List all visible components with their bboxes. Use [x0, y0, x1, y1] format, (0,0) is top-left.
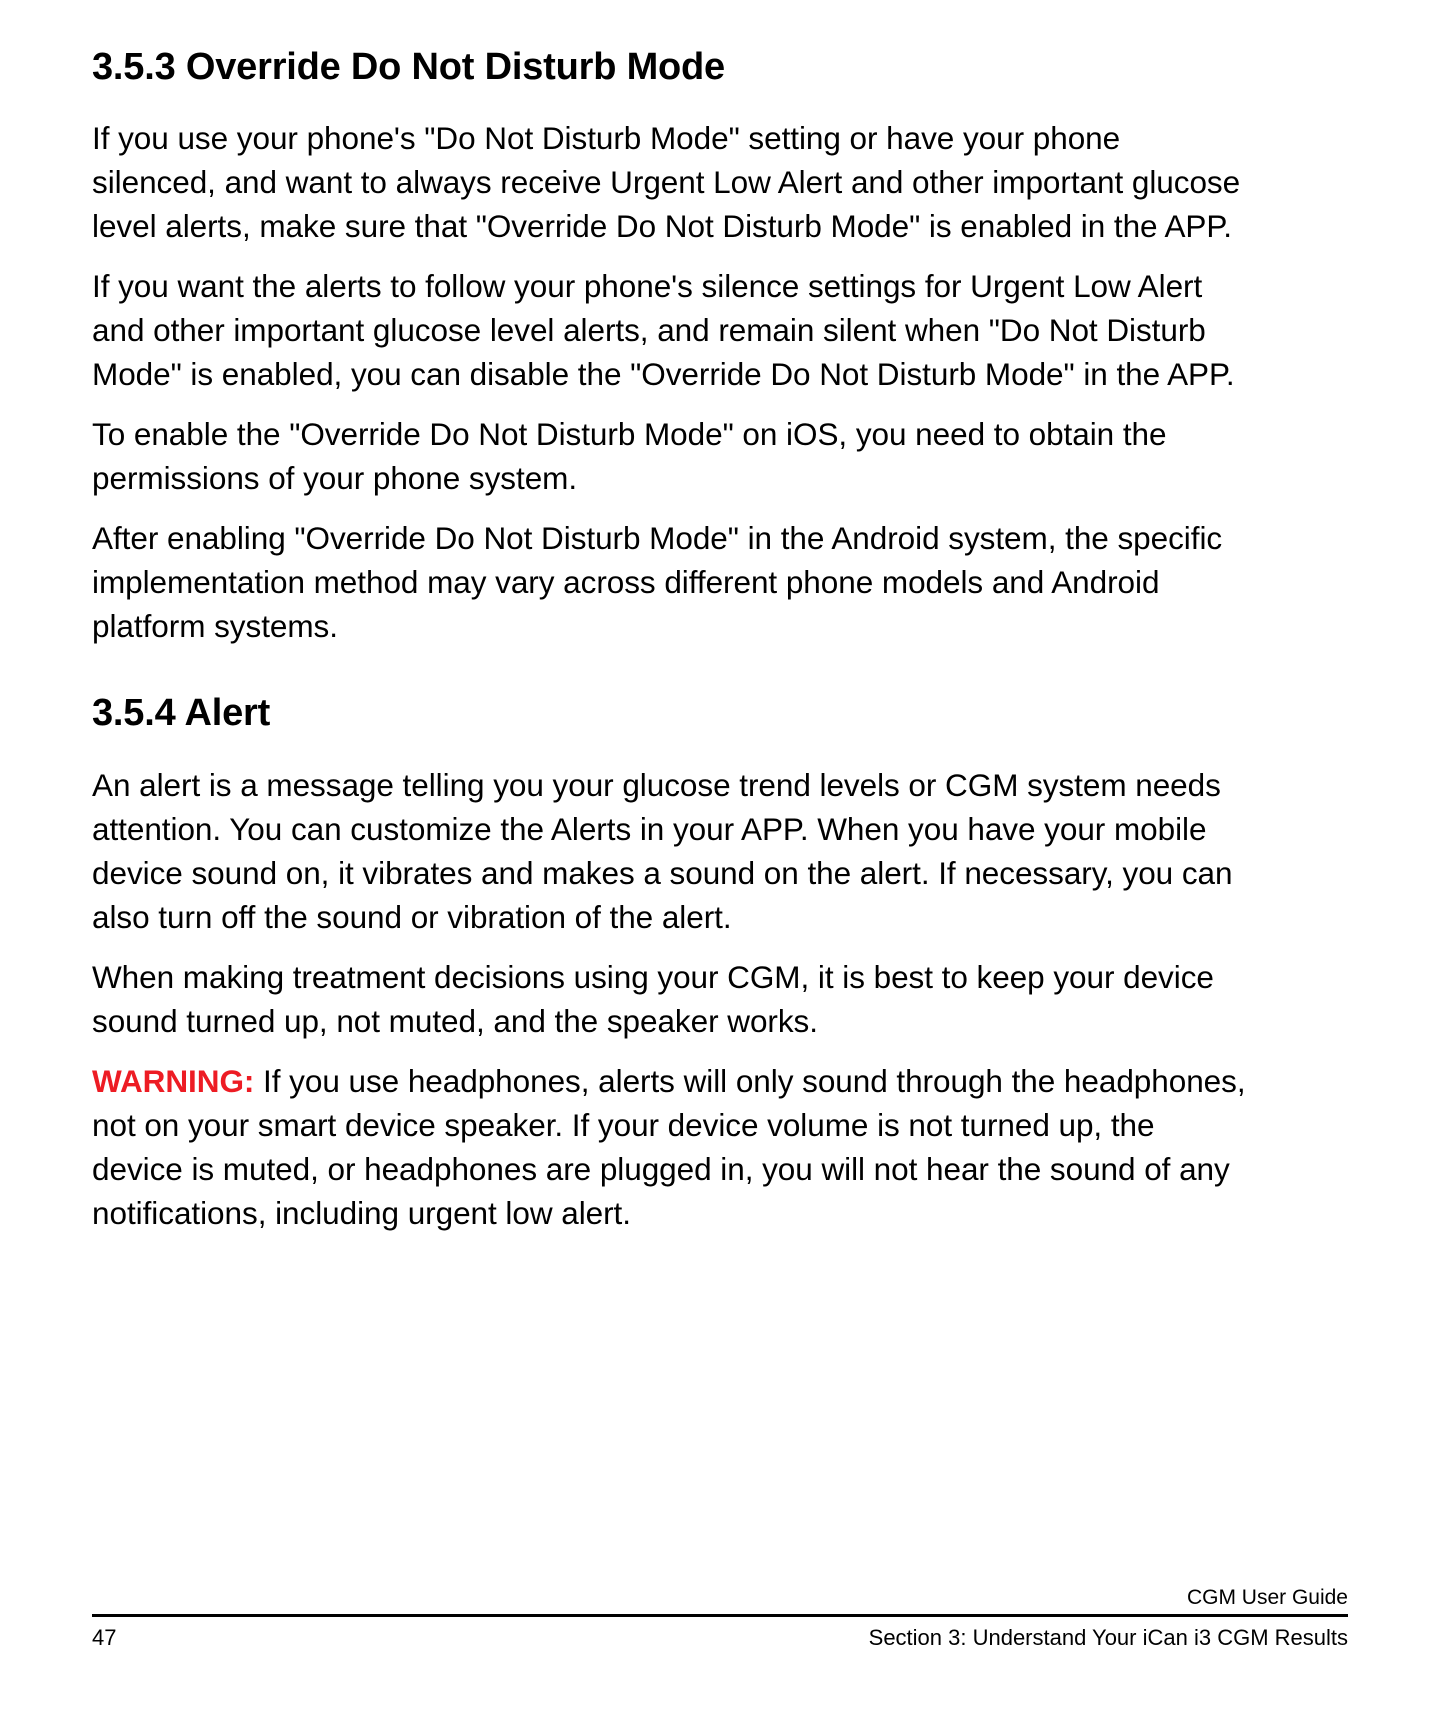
- paragraph-warning-headphones: [92, 1059, 1252, 1235]
- page-footer: [92, 1585, 1348, 1653]
- paragraph-alert-definition: An alert is a message telling you your glucose trend levels or CGM system needs attention. You can customize the Alerts in your APP. When you have your mobile device sound on, it vibrates and makes a sound on the alert. If necessary, you can also turn off the sound or vibration of the alert.: [92, 767, 1233, 936]
- paragraph-ios-permissions: To enable the "Override Do Not Disturb Mode" on iOS, you need to obtain the permissions of your phone system.: [92, 415, 1167, 496]
- page-number: 47: [92, 1625, 117, 1650]
- paragraph-android-variation: After enabling "Override Do Not Disturb Mode" in the Android system, the specific implementation method may vary across different phone models and Android platform systems.: [92, 519, 1223, 644]
- paragraph-treatment-decisions: When making treatment decisions using your CGM, it is best to keep your device sound turned up, not muted, and the speaker works.: [92, 959, 1214, 1040]
- warning-label: WARNING:: [92, 1063, 255, 1100]
- footer-divider: [92, 1614, 1348, 1617]
- warning-text: If you use headphones, alerts will only sound through the headphones, not on your smart device speaker. If your device volume is not turned up, the device is muted, or headphones are plugged in, you will not hear the sound of any notifications, including urgent low alert.: [92, 1063, 1246, 1232]
- paragraph-dnd-disable: If you want the alerts to follow your phone's silence settings for Urgent Low Alert and other important glucose level alerts, and remain silent when "Do Not Disturb Mode" is enabled, you can disable the "Override Do Not Disturb Mode" in the APP.: [92, 267, 1235, 392]
- section-heading-354: 3.5.4 Alert: [92, 691, 271, 734]
- footer-document-title: CGM User Guide: [1186, 1586, 1348, 1609]
- footer-bottom-row: [92, 1623, 1348, 1653]
- section-heading-353: 3.5.3 Override Do Not Disturb Mode: [92, 46, 725, 88]
- footer-section-label: Section 3: Understand Your iCan i3 CGM Results: [868, 1625, 1348, 1650]
- paragraph-dnd-enable: If you use your phone's "Do Not Disturb Mode" setting or have your phone silenced, and want to always receive Urgent Low Alert and other important glucose level alerts, make sure that "Override Do Not Disturb Mode" is enabled in the APP.: [92, 119, 1241, 244]
- page-content: [92, 46, 1252, 1235]
